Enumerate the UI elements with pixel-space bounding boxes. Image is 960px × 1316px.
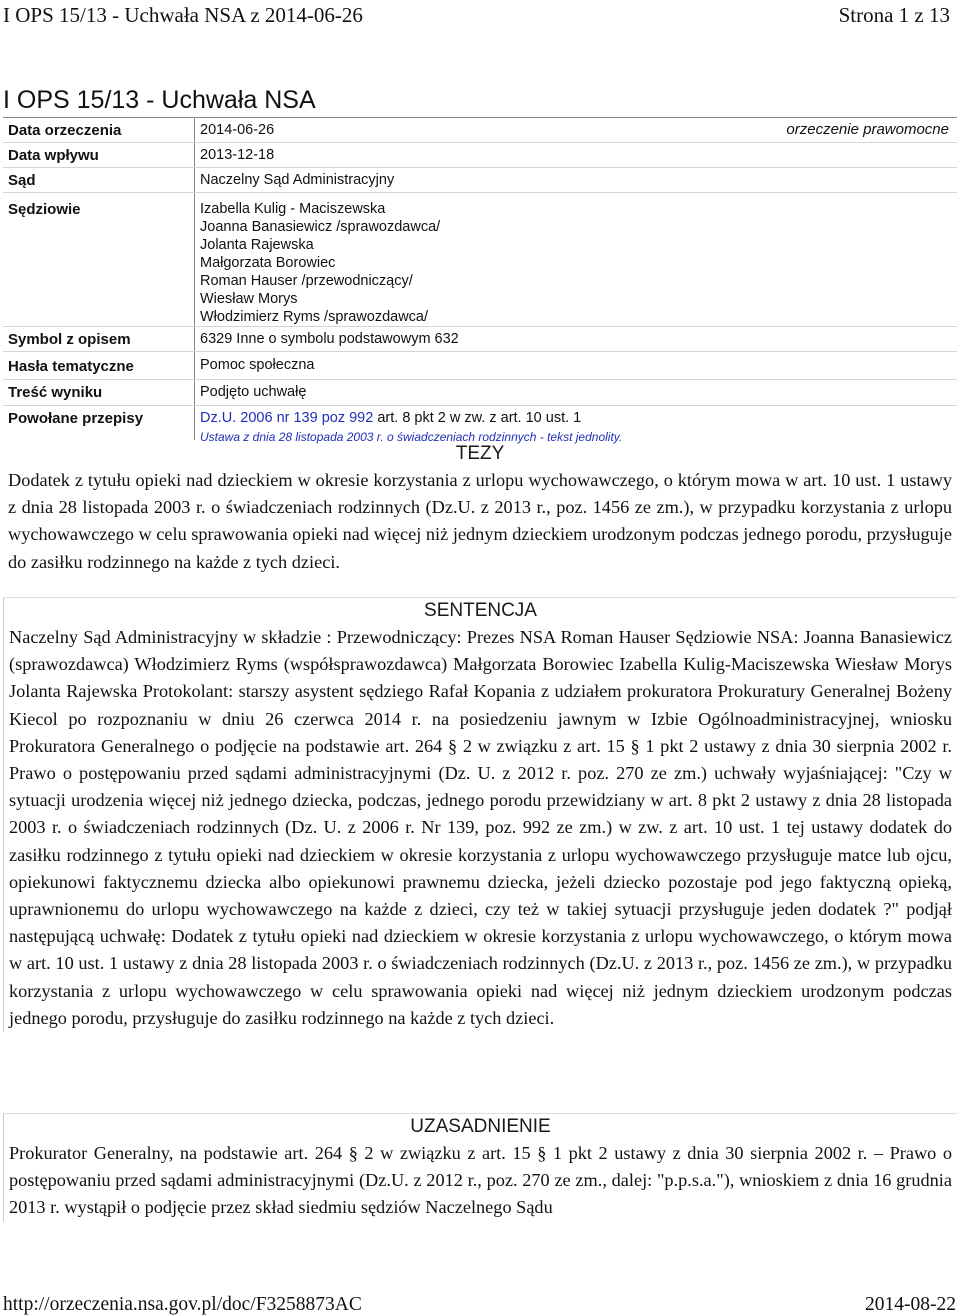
judge-name: Roman Hauser /przewodniczący/ xyxy=(200,273,413,289)
meta-row-judges xyxy=(3,193,957,327)
meta-row-date xyxy=(3,118,957,143)
uzasadnienie-heading: UZASADNIENIE xyxy=(410,1116,551,1137)
meta-value: Pomoc społeczna xyxy=(200,357,315,373)
meta-label: Sędziowie xyxy=(3,193,195,326)
sentencja-heading: SENTENCJA xyxy=(424,600,537,621)
tezy-section xyxy=(3,441,957,576)
status-badge: orzeczenie prawomocne xyxy=(786,121,949,138)
meta-label: Data wpływu xyxy=(3,143,195,167)
judge-name: Włodzimierz Ryms /sprawozdawca/ xyxy=(200,309,429,325)
judge-name: Joanna Banasiewicz /sprawozdawca/ xyxy=(200,219,441,235)
judge-name: Wiesław Morys xyxy=(200,291,298,307)
meta-row-provisions xyxy=(3,406,957,444)
header-document-title: I OPS 15/13 - Uchwała NSA z 2014-06-26 xyxy=(3,3,363,27)
meta-row-keywords xyxy=(3,352,957,380)
judge-name: Jolanta Rajewska xyxy=(200,237,314,253)
footer-url: http://orzeczenia.nsa.gov.pl/doc/F3258873AC xyxy=(3,1294,362,1315)
meta-value: 2014-06-26 xyxy=(200,122,275,138)
meta-value: Naczelny Sąd Administracyjny xyxy=(200,172,395,188)
meta-label: Hasła tematyczne xyxy=(3,352,195,379)
header-page-number: Strona 1 z 13 xyxy=(838,3,950,27)
page-title: I OPS 15/13 - Uchwała NSA xyxy=(3,86,316,114)
meta-row-court xyxy=(3,168,957,193)
provision-link[interactable]: Dz.U. 2006 nr 139 poz 992 xyxy=(200,410,374,426)
print-footer xyxy=(3,1294,956,1316)
meta-value: 2013-12-18 xyxy=(200,147,275,163)
judge-name: Małgorzata Borowiec xyxy=(200,255,336,271)
meta-label: Sąd xyxy=(3,168,195,192)
meta-value: 6329 Inne o symbolu podstawowym 632 xyxy=(200,331,459,347)
provision-description: Ustawa z dnia 28 listopada 2003 r. o świadczeniach rodzinnych - tekst jednolity. xyxy=(200,430,623,444)
provisions xyxy=(195,406,957,444)
judges-list xyxy=(195,193,957,326)
meta-label: Data orzeczenia xyxy=(3,118,195,142)
meta-row-symbol xyxy=(3,327,957,352)
sentencja-section xyxy=(3,597,957,1032)
provision-text: art. 8 pkt 2 w zw. z art. 10 ust. 1 xyxy=(373,410,582,426)
judge-name: Izabella Kulig - Maciszewska xyxy=(200,201,386,217)
tezy-heading: TEZY xyxy=(455,443,505,464)
meta-label: Treść wyniku xyxy=(3,380,195,405)
print-header xyxy=(3,3,950,31)
meta-row-result xyxy=(3,380,957,406)
uzasadnienie-text: Prokurator Generalny, na podstawie art. 264 § 2 w związku z art. 15 § 1 pkt 2 ustawy z dnia 30 sierpnia 2002 r. – Prawo o postępowaniu przed sądami administracyjnymi (Dz.U. z 2012 r., poz. 270 ze zm., dalej: "p.p.s.a."), wnioskiem z dnia 16 grudnia 2013 r. wystąpił o podjęcie przez skład siedmiu sędziów Naczelnego Sądu xyxy=(9,1143,952,1218)
meta-row-received xyxy=(3,143,957,168)
metadata-table xyxy=(3,117,957,444)
footer-date: 2014-08-22 xyxy=(865,1294,956,1315)
tezy-text: Dodatek z tytułu opieki nad dzieckiem w okresie korzystania z urlopu wychowawczego, o którym mowa w art. 10 ust. 1 ustawy z dnia 28 listopada 2003 r. o świadczeniach rodzinnych (Dz.U. z 2013 r., poz. 1456 ze zm.), w przypadku korzystania z urlopu wychowawczego w celu sprawowania opieki nad więcej niż jednym dzieckiem urodzonym podczas jednego porodu, przysługuje do zasiłku rodzinnego na każde z tych dzieci. xyxy=(8,470,952,572)
meta-label: Powołane przepisy xyxy=(3,406,195,440)
uzasadnienie-section xyxy=(3,1113,957,1222)
sentencja-text: Naczelny Sąd Administracyjny w składzie : Przewodniczący: Prezes NSA Roman Hauser Sędziowie NSA: Joanna Banasiewicz (sprawozdawca) Włodzimierz Ryms (współsprawozdawca) Małgorzata Borowiec Izabella Kulig-Maciszewska Wiesław Morys Jolanta Rajewska Protokolant: starszy asystent sędziego Rafał Kopania z udziałem prokuratora Prokuratury Generalnej Bożeny Kiecol po rozpoznaniu w dniu 26 czerwca 2014 r. na posiedzeniu jawnym w Izbie Ogólnoadministracyjnej, wniosku Prokuratora Generalnego o podjęcie na podstawie art. 264 § 2 w związku z art. 15 § 1 pkt 2 ustawy z dnia 30 sierpnia 2002 r. Prawo o postępowaniu przed sądami administracyjnymi (Dz. U. z 2012 r. poz. 270 ze zm.) uchwały wyjaśniającej: "Czy w sytuacji urodzenia więcej niż jednego dziecka, podczas, jednego porodu przewidziany w art. 8 pkt 2 ustawy z dnia 28 listopada 2003 r. o świadczeniach rodzinnych (Dz. U. z 2006 r. Nr 139, poz. 992 ze zm.) w zw. z art. 10 ust. 1 tej ustawy dodatek do zasiłku rodzinnego z tytułu opieki nad dzieckiem w okresie korzystania z urlopu wychowawczego przysługuje matce lub ojcu, opiekunowi faktycznemu dziecka albo opiekunowi prawnemu dziecka, jeżeli dziecko pozostaje pod jego faktyczną opieką, uprawnionemu do urlopu wychowawczego na każde z dzieci, czy też w takiej sytuacji przysługuje jeden dodatek ?" podjął następującą uchwałę: Dodatek z tytułu opieki nad dzieckiem w okresie korzystania z urlopu wychowawczego, o którym mowa w art. 10 ust. 1 ustawy z dnia 28 listopada 2003 r. o świadczeniach rodzinnych (Dz.U. z 2013 r., poz. 1456 ze zm.), w przypadku korzystania z urlopu wychowawczego w celu sprawowania opieki nad więcej niż jednym dzieckiem urodzonym podczas jednego porodu, przysługuje do zasiłku rodzinnego na każde z tych dzieci. xyxy=(9,627,952,1028)
meta-value: Podjęto uchwałę xyxy=(200,384,307,400)
meta-label: Symbol z opisem xyxy=(3,327,195,351)
